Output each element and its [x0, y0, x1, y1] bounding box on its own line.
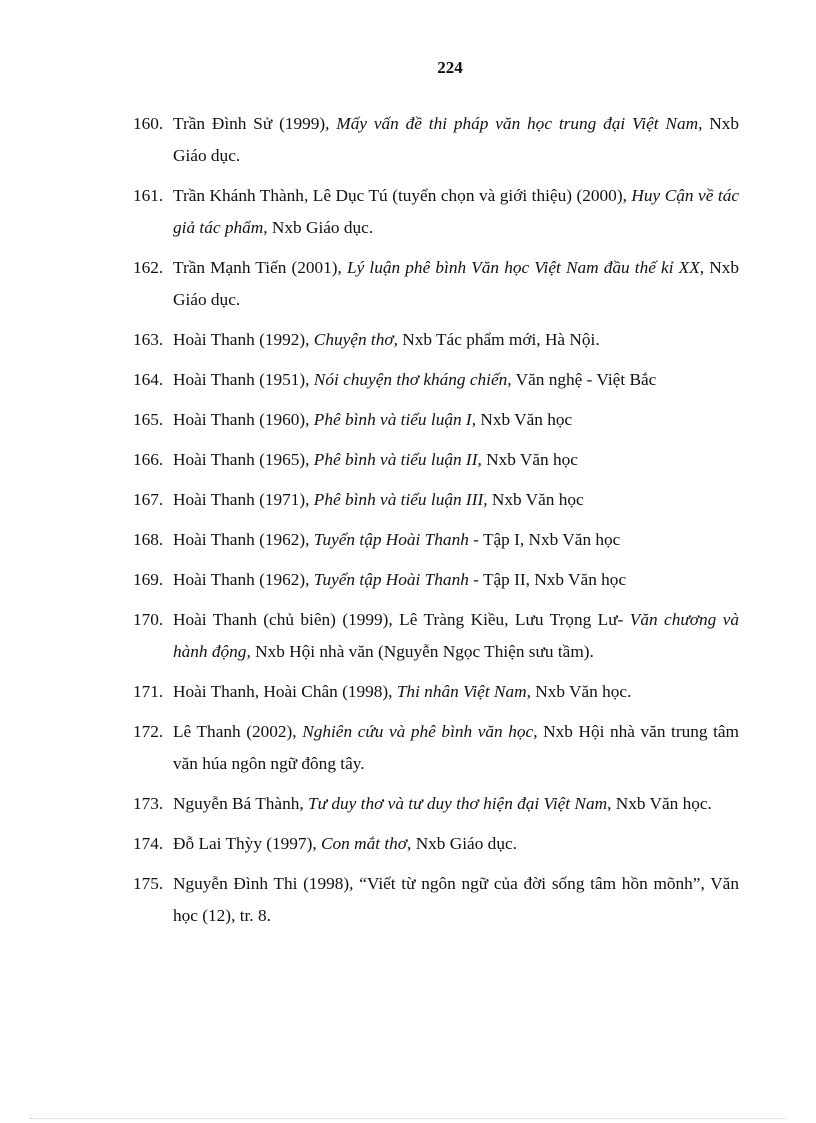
reference-item — [133, 404, 739, 436]
reference-item — [133, 676, 739, 708]
reference-text — [173, 490, 584, 509]
reference-segment: Nxb Hội nhà văn (Nguyễn Ngọc Thiện sưu tầm). — [250, 642, 594, 661]
reference-segment: Hoài Thanh (1971), — [173, 490, 314, 509]
reference-title: Tuyển tập Hoài Thanh — [313, 530, 469, 549]
reference-title: Lý luận phê bình Văn học Việt Nam đầu thế kỉ XX — [347, 258, 700, 277]
reference-title: Nghiên cứu và phê bình văn học — [302, 722, 534, 741]
reference-number: 172. — [133, 722, 164, 741]
reference-segment: Hoài Thanh, Hoài Chân (1998), — [173, 682, 397, 701]
reference-number: 163. — [133, 330, 164, 349]
reference-item — [133, 484, 739, 516]
reference-item — [133, 564, 739, 596]
reference-text — [173, 186, 739, 237]
reference-title: Tuyển tập Hoài Thanh — [313, 570, 469, 589]
reference-segment: Văn nghệ - Việt Bắc — [511, 370, 657, 389]
reference-item — [133, 364, 739, 396]
reference-list — [133, 108, 739, 940]
reference-segment: Hoài Thanh (1960), — [173, 410, 314, 429]
reference-text — [173, 330, 600, 349]
reference-segment: Nxb Văn học — [481, 450, 578, 469]
reference-text — [173, 834, 517, 853]
reference-item — [133, 868, 739, 932]
reference-title: Văn chương và hành động, — [173, 610, 740, 661]
reference-segment: Hoài Thanh (1951), — [173, 370, 314, 389]
reference-item — [133, 324, 739, 356]
reference-segment: Đỗ Lai Thỳy (1997), — [173, 834, 321, 853]
reference-number: 174. — [133, 834, 164, 853]
reference-title: Mấy vấn đề thi pháp văn học trung đại Việt Nam — [336, 114, 699, 133]
reference-number: 161. — [133, 186, 164, 205]
reference-item — [133, 108, 739, 172]
reference-segment: , Nxb Văn học — [471, 410, 573, 429]
reference-number: 165. — [133, 410, 164, 429]
reference-text — [173, 682, 631, 701]
reference-number: 171. — [133, 682, 164, 701]
reference-segment: , Nxb Văn học. — [607, 794, 712, 813]
reference-number: 162. — [133, 258, 164, 277]
reference-title: Tư duy thơ và tư duy thơ hiện đại Việt Nam — [308, 794, 608, 813]
reference-number: 160. — [133, 114, 164, 133]
reference-segment: - Tập I, Nxb Văn học — [468, 530, 621, 549]
reference-item — [133, 828, 739, 860]
reference-segment: Hoài Thanh (1992), — [173, 330, 314, 349]
reference-text — [173, 258, 739, 309]
reference-title: Nói chuyện thơ kháng chiến, — [313, 370, 512, 389]
reference-segment: Nxb Văn học — [487, 490, 584, 509]
reference-item — [133, 524, 739, 556]
page-number: 224 — [437, 58, 463, 77]
reference-segment: , Nxb Giáo dục. — [173, 258, 739, 309]
reference-segment: , Nxb Tác phẩm mới, Hà Nội. — [393, 330, 600, 349]
reference-text — [173, 570, 626, 589]
reference-number: 164. — [133, 370, 164, 389]
reference-item — [133, 444, 739, 476]
reference-title: Huy Cận về tác giả tác phẩm — [173, 186, 740, 237]
reference-segment: Hoài Thanh (chủ biên) (1999), Lê Tràng Kiều, Lưu Trọng Lư- — [173, 610, 630, 629]
reference-title: Phê bình và tiểu luận II, — [313, 450, 482, 469]
reference-title: Chuyện thơ — [313, 330, 394, 349]
reference-item — [133, 604, 739, 668]
reference-title: Phê bình và tiểu luận I — [313, 410, 472, 429]
reference-number: 170. — [133, 610, 164, 629]
reference-item — [133, 716, 739, 780]
reference-title: Con mắt thơ — [321, 834, 408, 853]
reference-text — [173, 722, 739, 773]
reference-segment: Hoài Thanh (1962), — [173, 530, 314, 549]
reference-segment: Hoài Thanh (1965), — [173, 450, 314, 469]
reference-segment: - Tập II, Nxb Văn học — [468, 570, 627, 589]
reference-segment: , Nxb Giáo dục. — [173, 114, 739, 165]
reference-text — [173, 530, 620, 549]
reference-text — [173, 610, 739, 661]
reference-segment: Trần Đình Sử (1999), — [173, 114, 337, 133]
reference-title: Thi nhân Việt Nam — [396, 682, 527, 701]
reference-number: 166. — [133, 450, 164, 469]
reference-segment: , Nxb Giáo dục. — [263, 218, 374, 237]
reference-segment: Nguyễn Đình Thi (1998), “Viết từ ngôn ngữ của đời sống tâm hồn mõnh”, Văn học (12), tr. 8. — [173, 874, 739, 925]
reference-text — [173, 410, 572, 429]
reference-title: Phê bình và tiểu luận III, — [313, 490, 488, 509]
reference-text — [173, 114, 739, 165]
reference-item — [133, 252, 739, 316]
reference-number: 169. — [133, 570, 164, 589]
reference-segment: Nguyễn Bá Thành, — [173, 794, 309, 813]
reference-text — [173, 794, 712, 813]
reference-segment: , Nxb Giáo dục. — [407, 834, 517, 853]
reference-number: 168. — [133, 530, 164, 549]
reference-segment: Trần Khánh Thành, Lê Dục Tú (tuyển chọn và giới thiệu) (2000), — [173, 186, 632, 205]
page-bottom-divider — [30, 1118, 786, 1119]
reference-text — [173, 874, 739, 925]
reference-segment: , Nxb Hội nhà văn trung tâm văn húa ngôn ngữ đông tây. — [173, 722, 740, 773]
reference-number: 167. — [133, 490, 164, 509]
reference-segment: Hoài Thanh (1962), — [173, 570, 314, 589]
reference-number: 175. — [133, 874, 164, 893]
reference-segment: Lê Thanh (2002), — [173, 722, 303, 741]
reference-text — [173, 370, 656, 389]
reference-segment: , Nxb Văn học. — [526, 682, 632, 701]
reference-item — [133, 788, 739, 820]
reference-number: 173. — [133, 794, 164, 813]
reference-segment: Trần Mạnh Tiến (2001), — [173, 258, 348, 277]
reference-text — [173, 450, 578, 469]
reference-item — [133, 180, 739, 244]
